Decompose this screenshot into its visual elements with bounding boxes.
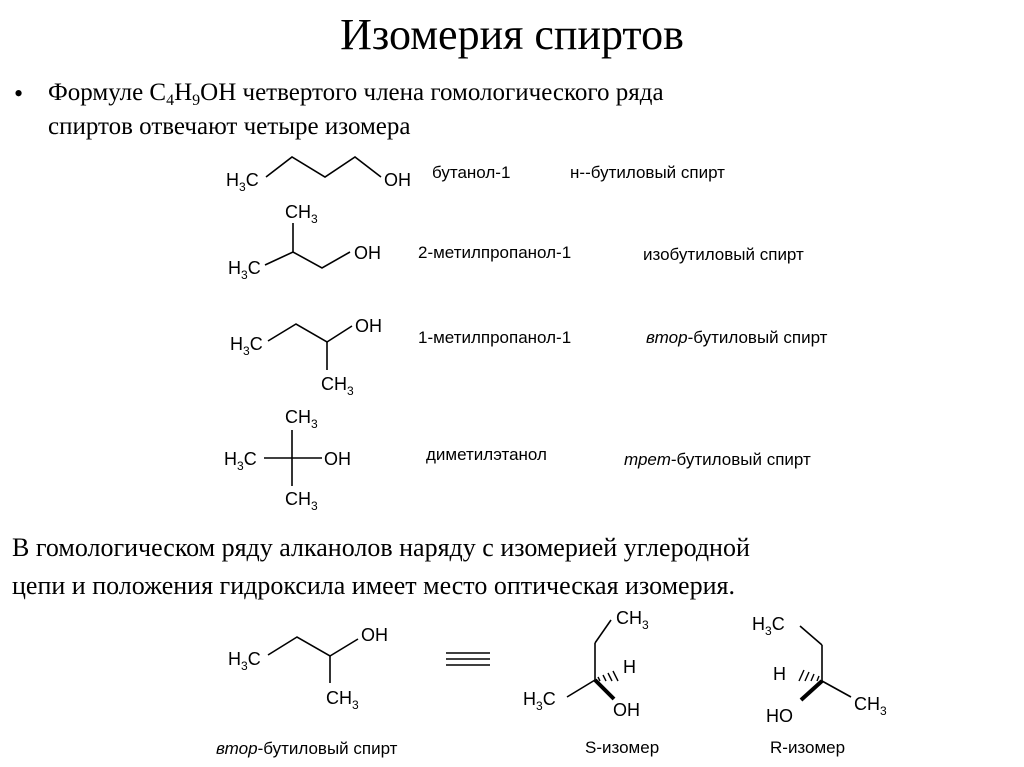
common-name: трет-бутиловый спирт <box>624 450 811 469</box>
structure-2-methylpropanol-1 <box>228 202 804 282</box>
bullet-line-1-part-a: Формуле С <box>48 79 167 106</box>
bond <box>800 626 822 645</box>
atom-oh: OH <box>324 449 351 469</box>
atom-h3c: $H_3C$ <box>752 614 785 638</box>
atom-h3c: $H_3C$ <box>230 334 263 358</box>
atom-h3c: $H_3C$ <box>228 258 261 282</box>
atom-ch3-top: $CH_3$ <box>285 407 318 431</box>
bullet-line-1-part-c: ОН четвертого члена гомологического ряда <box>200 79 664 106</box>
systematic-name: бутанол-1 <box>432 163 511 182</box>
atom-h: H <box>773 664 786 684</box>
s-isomer-label: S-изомер <box>585 738 660 757</box>
paragraph-line-2: цепи и положения гидроксила имеет место оптическая изомерия. <box>12 571 735 600</box>
atom-ch3: $CH_3$ <box>326 688 359 712</box>
atom-oh: OH <box>384 170 411 190</box>
carbon-chain <box>266 157 381 177</box>
carbon-chain <box>268 324 352 342</box>
slide-title: Изомерия спиртов <box>340 10 684 59</box>
common-name: втор-бутиловый спирт <box>646 328 828 347</box>
structure-sec-butanol <box>216 625 398 758</box>
hashed-bond <box>598 671 618 681</box>
bullet-subscript-9: 9 <box>192 92 201 109</box>
structure-dimethylethanol <box>224 407 811 513</box>
atom-ch3-top: $CH_3$ <box>285 202 318 226</box>
atom-h3c: $H_3C$ <box>224 449 257 473</box>
atom-ch3: $CH_3$ <box>616 608 649 632</box>
carbon-chain <box>268 637 358 656</box>
structure-r-isomer <box>752 614 887 757</box>
atom-oh: OH <box>354 243 381 263</box>
atom-h3c: $H_3C$ <box>523 689 556 713</box>
structure-butanol-1 <box>226 157 725 194</box>
atom-h3c: $H_3C$ <box>228 649 261 673</box>
paragraph-line-1: В гомологическом ряду алканолов наряду с изомерией углеродной <box>12 533 750 562</box>
hashed-bond <box>799 670 819 681</box>
bond <box>822 681 851 697</box>
structure-1-methylpropanol-1 <box>230 316 828 398</box>
equivalence-sign <box>446 653 490 665</box>
structure-s-isomer <box>523 608 659 757</box>
common-name: изобутиловый спирт <box>643 245 804 264</box>
atom-ch3: $CH_3$ <box>854 694 887 718</box>
bond <box>567 680 595 697</box>
atom-oh: OH <box>613 700 640 720</box>
wedge-bond <box>595 680 614 699</box>
atom-h: H <box>623 657 636 677</box>
carbon-chain <box>265 252 350 268</box>
caption-sec-butyl: втор-бутиловый спирт <box>216 739 398 758</box>
systematic-name: 1-метилпропанол-1 <box>418 328 572 347</box>
bullet-subscript-4: 4 <box>166 92 175 109</box>
atom-oh: OH <box>355 316 382 336</box>
r-isomer-label: R-изомер <box>770 738 846 757</box>
atom-ch3: $CH_3$ <box>321 374 354 398</box>
systematic-name: 2-метилпропанол-1 <box>418 243 572 262</box>
bond <box>595 620 611 643</box>
bullet-line-2: спиртов отвечают четыре изомера <box>48 113 411 140</box>
atom-ho: HO <box>766 706 793 726</box>
atom-oh: OH <box>361 625 388 645</box>
wedge-bond <box>801 681 822 700</box>
atom-ch3-bottom: $CH_3$ <box>285 489 318 513</box>
systematic-name: диметилэтанол <box>426 445 547 464</box>
bullet-marker: • <box>14 79 24 108</box>
bullet-line-1-part-b: Н <box>174 79 193 106</box>
common-name: н--бутиловый спирт <box>570 163 725 182</box>
atom-h3c: $H_3C$ <box>226 170 259 194</box>
